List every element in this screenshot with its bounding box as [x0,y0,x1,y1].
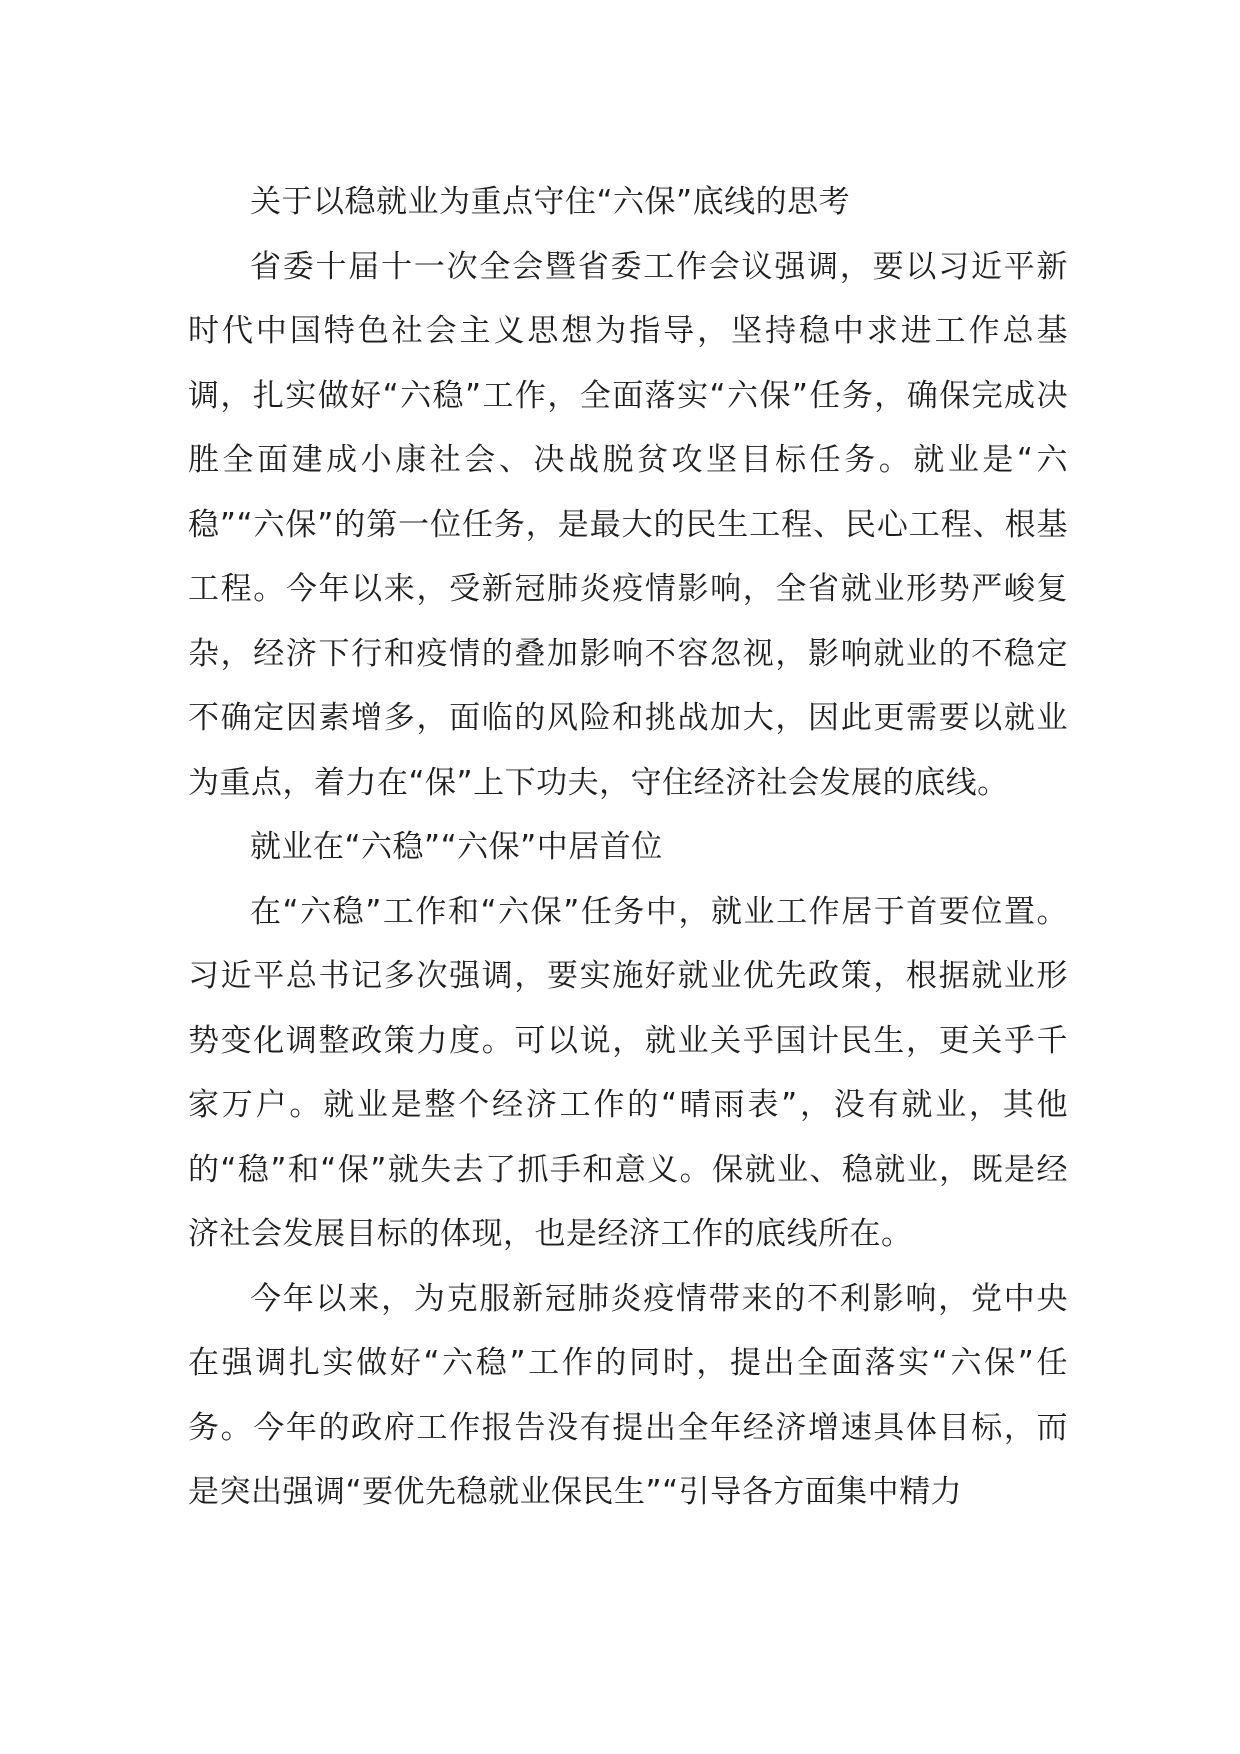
document-body [188,170,1068,1525]
paragraph: 今年以来，为克服新冠肺炎疫情带来的不利影响，党中央在强调扎实做好“六稳”工作的同时，提出全面落实“六保”任务。今年的政府工作报告没有提出全年经济增速具体目标，而是突出强调“要优先稳就业保民生”“引导各方面集中精力 [188,1280,1068,1510]
section-heading: 就业在“六稳”“六保”中居首位 [250,829,663,865]
paragraph: 省委十届十一次全会暨省委工作会议强调，要以习近平新时代中国特色社会主义思想为指导，坚持稳中求进工作总基调，扎实做好“六稳”工作，全面落实“六保”任务，确保完成决胜全面建成小康社会、决战脱贫攻坚目标任务。就业是“六稳”“六保”的第一位任务，是最大的民生工程、民心工程、根基工程。今年以来，受新冠肺炎疫情影响，全省就业形势严峻复杂，经济下行和疫情的叠加影响不容忽视，影响就业的不稳定不确定因素增多，面临的风险和挑战加大，因此更需要以就业为重点，着力在“保”上下功夫，守住经济社会发展的底线。 [188,248,1068,801]
paragraph: 在“六稳”工作和“六保”任务中，就业工作居于首要位置。习近平总书记多次强调，要实施好就业优先政策，根据就业形势变化调整政策力度。可以说，就业关乎国计民生，更关乎千家万户。就业是整个经济工作的“晴雨表”，没有就业，其他的“稳”和“保”就失去了抓手和意义。保就业、稳就业，既是经济社会发展目标的体现，也是经济工作的底线所在。 [188,893,1068,1252]
document-title: 关于以稳就业为重点守住“六保”底线的思考 [250,184,851,220]
